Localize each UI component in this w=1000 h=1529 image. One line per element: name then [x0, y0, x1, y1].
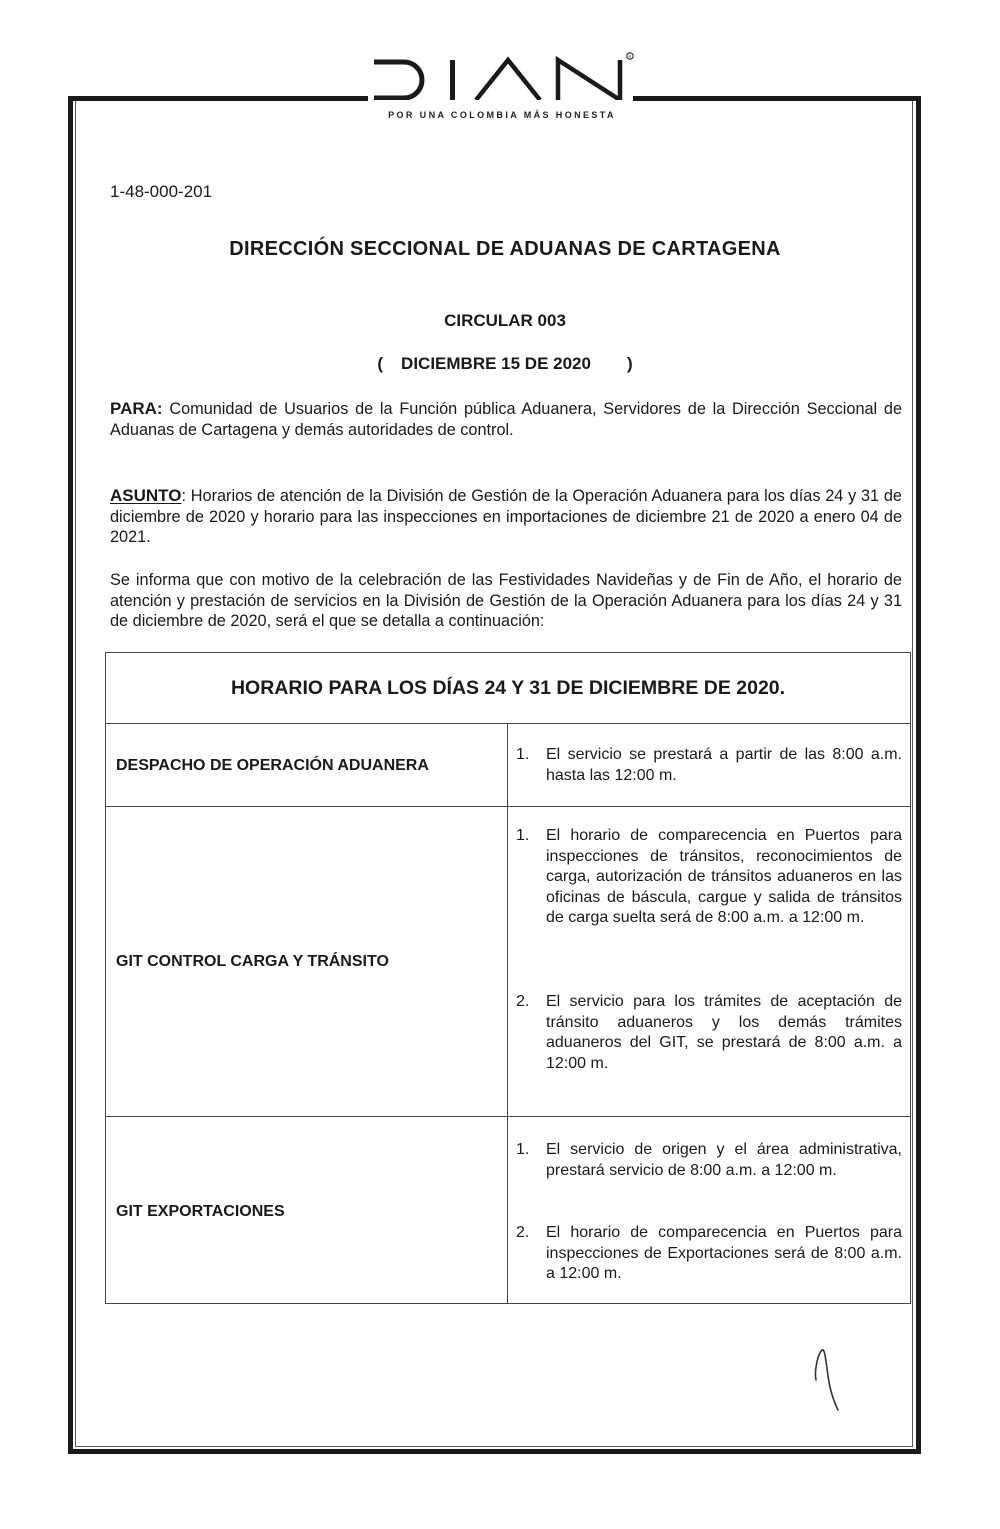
page-frame-left: [68, 96, 73, 1454]
schedule-cell: [508, 724, 910, 806]
handwritten-page-mark: [808, 1340, 848, 1420]
subject-label: ASUNTO: [110, 486, 182, 505]
page-frame-top-right: [633, 96, 921, 101]
schedule-item: [516, 992, 902, 1074]
recipients-label: PARA:: [110, 399, 163, 418]
date-text: DICIEMBRE 15 DE 2020: [401, 354, 591, 373]
circular-date: [100, 354, 910, 374]
item-number: 2.: [516, 1224, 530, 1241]
recipients-text: Comunidad de Usuarios de la Función pública Aduanera, Servidores de la Dirección Seccional de Aduanas de Cartagena y demás autoridades de control.: [110, 400, 903, 439]
dian-logo: [368, 52, 636, 100]
intro-paragraph: Se informa que con motivo de la celebración de las Festividades Navideñas y de Fin de Año, el horario de atención y prestación de servicios en la División de Gestión de la Operación Aduanera para los días 24 y 31 de diciembre de 2020, será el que se detalla a continuación:: [110, 571, 902, 630]
area-name: GIT CONTROL CARGA Y TRÁNSITO: [116, 953, 389, 970]
item-number: 1.: [516, 1141, 530, 1158]
table-row: [106, 1117, 910, 1303]
page-title: DIRECCIÓN SECCIONAL DE ADUANAS DE CARTAGENA: [229, 238, 781, 260]
subject-paragraph: [110, 486, 902, 548]
logo-tagline: POR UNA COLOMBIA MÁS HONESTA: [388, 110, 616, 120]
schedule-item: [516, 745, 902, 786]
item-number: 1.: [516, 827, 530, 844]
page-frame-right: [916, 96, 921, 1454]
schedule-table-title: HORARIO PARA LOS DÍAS 24 Y 31 DE DICIEMBRE DE 2020.: [106, 653, 910, 724]
item-text: El servicio se prestará a partir de las 8:00 a.m. hasta las 12:00 m.: [546, 746, 902, 784]
page-frame-inner-bottom: [75, 1446, 913, 1447]
page-frame-top-left: [68, 96, 368, 101]
item-text: El horario de comparecencia en Puertos para inspecciones de Exportaciones será de 8:00 a.m. a 12:00 m.: [546, 1224, 902, 1282]
page-frame-bottom: [68, 1449, 921, 1454]
table-row: [106, 724, 910, 807]
item-text: El servicio para los trámites de aceptación de tránsito aduaneros y los demás trámites aduaneros del GIT, se prestará de 8:00 a.m. a 12:00 m.: [546, 993, 902, 1072]
schedule-item: [516, 1140, 902, 1181]
svg-text:R: R: [628, 53, 632, 59]
area-name: DESPACHO DE OPERACIÓN ADUANERA: [116, 757, 429, 774]
item-number: 1.: [516, 746, 530, 763]
item-text: El horario de comparecencia en Puertos para inspecciones de tránsitos, reconocimientos de carga, autorización de tránsitos aduaneros en las oficinas de báscula, cargue y salida de tránsitos de carga suelta será de 8:00 a.m. a 12:00 m.: [546, 827, 902, 926]
subject-text: : Horarios de atención de la División de Gestión de la Operación Aduanera para los días 24 y 31 de diciembre de 2020 y horario para las inspecciones en importaciones de diciembre 21 de 2020 a enero 04 de 2021.: [110, 487, 902, 546]
schedule-item: [516, 826, 902, 929]
schedule-table: [105, 652, 911, 1304]
recipients-paragraph: [110, 399, 902, 440]
document-code: 1-48-000-201: [110, 182, 213, 201]
area-cell: [106, 724, 508, 806]
schedule-item: [516, 1223, 902, 1285]
area-name: GIT EXPORTACIONES: [116, 1203, 285, 1220]
date-open-paren: (: [377, 354, 384, 373]
date-close-paren: ): [626, 354, 633, 373]
schedule-cell: [508, 1117, 910, 1303]
schedule-cell: [508, 807, 910, 1116]
page-frame-inner-left: [75, 101, 76, 1447]
page-frame-inner-right: [912, 101, 913, 1447]
area-cell: [106, 807, 508, 1116]
item-number: 2.: [516, 993, 530, 1010]
area-cell: [106, 1117, 508, 1303]
item-text: El servicio de origen y el área administrativa, prestará servicio de 8:00 a.m. a 12:00 m.: [546, 1141, 902, 1179]
circular-number: CIRCULAR 003: [444, 311, 566, 330]
table-row: [106, 807, 910, 1117]
